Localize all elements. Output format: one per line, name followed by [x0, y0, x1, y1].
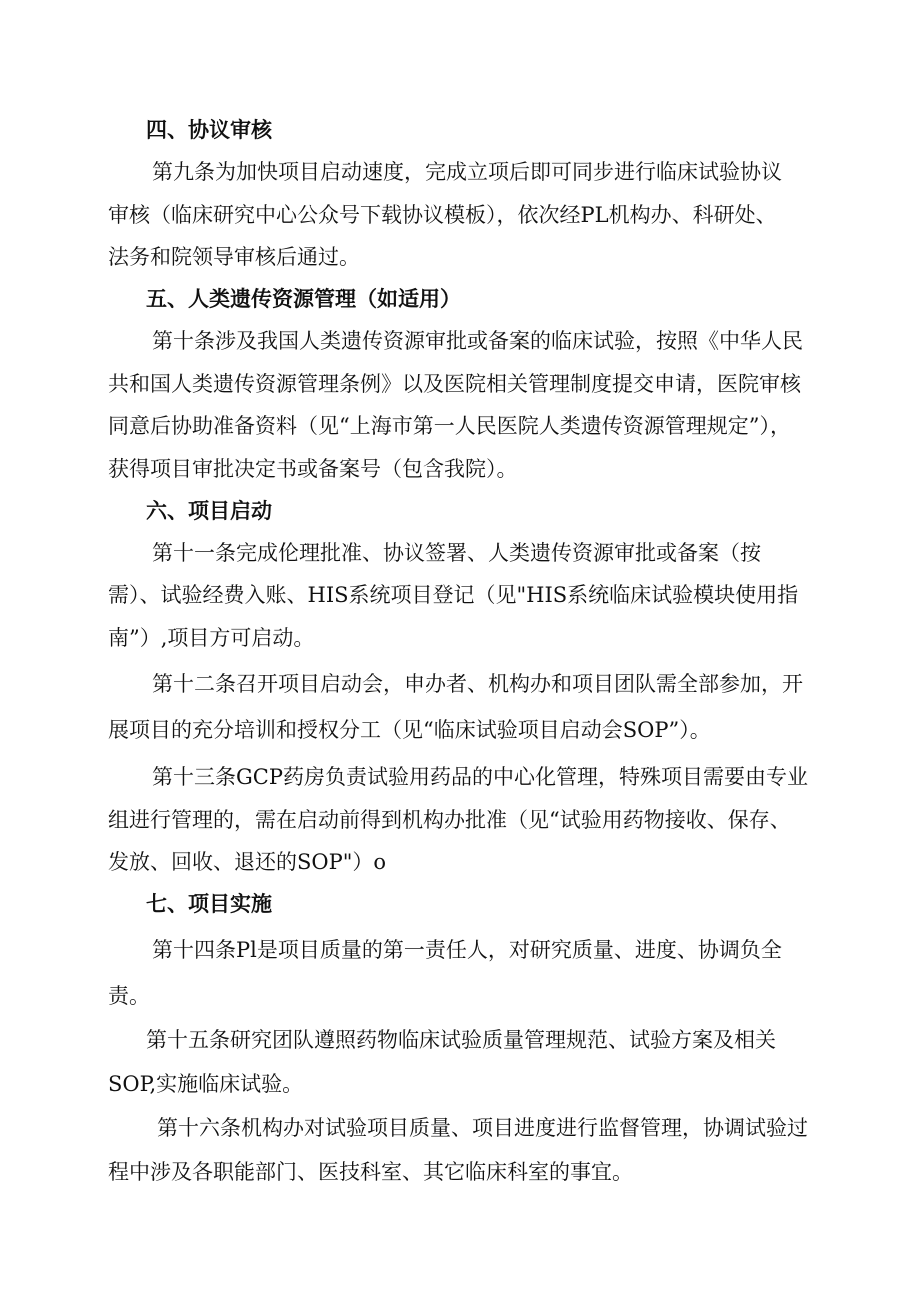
section-heading-project-start: 六、项目启动 — [146, 498, 272, 523]
paragraph-line: 第十一条完成伦理批准、协议签署、人类遗传资源审批或备案（按 — [152, 541, 761, 565]
paragraph-line: 南”）,项目方可启动。 — [108, 626, 315, 650]
paragraph-line: 第十二条召开项目启动会，申办者、机构办和项目团队需全部参加，开 — [152, 672, 803, 696]
paragraph-line: 程中涉及各职能部门、医技科室、其它临床科室的事宜。 — [108, 1160, 633, 1184]
paragraph-line: 第十三条GCP药房负责试验用药品的中心化管理，特殊项目需要由专业 — [152, 765, 808, 789]
paragraph-line: 获得项目审批决定书或备案号（包含我院）。 — [108, 457, 518, 481]
paragraph-line: 展项目的充分培训和授权分工（见“临床试验项目启动会SOP”）。 — [108, 718, 711, 742]
section-heading-agreement-review: 四、协议审核 — [146, 117, 272, 142]
paragraph-line: 审核（临床研究中心公众号下载协议模板），依次经PL机构办、科研处、 — [108, 203, 777, 227]
paragraph-line: 组进行管理的，需在启动前得到机构办批准（见“试验用药物接收、保存、 — [108, 808, 791, 832]
section-heading-human-genetic-resources: 五、人类遗传资源管理（如适用） — [146, 286, 461, 311]
paragraph-line: 法务和院领导审核后通过。 — [108, 245, 360, 269]
section-heading-project-implementation: 七、项目实施 — [146, 891, 272, 916]
paragraph-line: 责。 — [108, 984, 150, 1008]
paragraph-line: 发放、回收、退还的SOP"）o — [108, 850, 387, 874]
paragraph-line: 需）、试验经费入账、HIS系统项目登记（见"HIS系统临床试验模块使用指 — [108, 583, 799, 607]
paragraph-line: 第十条涉及我国人类遗传资源审批或备案的临床试验，按照《中华人民 — [152, 329, 803, 353]
paragraph-line: 同意后协助准备资料（见“上海市第一人民医院人类遗传资源管理规定”）， — [108, 414, 791, 438]
paragraph-line: 共和国人类遗传资源管理条例》以及医院相关管理制度提交申请，医院审核 — [108, 372, 801, 396]
paragraph-line: 第十六条机构办对试验项目质量、项目进度进行监督管理，协调试验过 — [157, 1116, 808, 1140]
paragraph-line: 第十五条研究团队遵照药物临床试验质量管理规范、试验方案及相关 — [146, 1028, 776, 1052]
paragraph-line: SOP,实施临床试验。 — [108, 1072, 304, 1096]
paragraph-line: 第十四条Pl是项目质量的第一责任人，对研究质量、进度、协调负全 — [152, 938, 782, 962]
paragraph-line: 第九条为加快项目启动速度，完成立项后即可同步进行临床试验协议 — [152, 160, 782, 184]
